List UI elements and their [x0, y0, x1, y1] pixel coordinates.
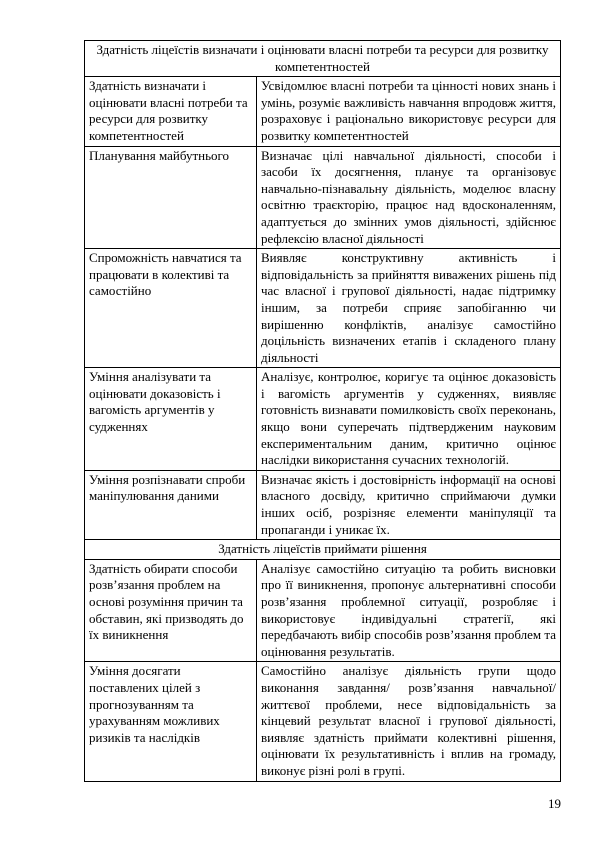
section-heading: Здатність ліцеїстів визначати і оцінювати власні потреби та ресурси для розвитку компетентностей	[85, 41, 561, 77]
page-number: 19	[548, 796, 561, 811]
skill-cell: Уміння досягати поставлених цілей з прогнозуванням та урахуванням можливих ризиків та наслідків	[85, 662, 257, 781]
skill-cell: Спроможність навчатися та працювати в колективі та самостійно	[85, 249, 257, 368]
section-heading-row	[85, 41, 561, 77]
description-cell: Самостійно аналізує діяльність групи щодо виконання завдання/ розв’язання навчальної/ життєвої проблеми, несе відповідальність за кінцевий результат власної і групової діяльності, виявляє здатність приймати колективні рішення, оцінювати їх результативність і вплив на громаду, виконує різні ролі в групі.	[257, 662, 561, 781]
skill-cell: Уміння розпізнавати спроби маніпулювання даними	[85, 470, 257, 539]
description-cell: Визначає якість і достовірність інформації на основі власного досвіду, критично сприймаючи думки інших осіб, розрізняє елементи маніпуляції та пропаганди і уникає їх.	[257, 470, 561, 539]
table-row	[85, 470, 561, 539]
skill-cell: Уміння аналізувати та оцінювати доказовість і вагомість аргументів у судженнях	[85, 368, 257, 471]
section-heading-row	[85, 540, 561, 560]
section-heading: Здатність ліцеїстів приймати рішення	[85, 540, 561, 560]
table-row	[85, 559, 561, 662]
description-cell: Усвідомлює власні потреби та цінності нових знань і умінь, розуміє важливість навчання впродовж життя, розраховує і раціонально використовує ресурси для розвитку компетентностей	[257, 77, 561, 146]
table-row	[85, 77, 561, 146]
table-row	[85, 368, 561, 471]
skill-cell: Здатність визначати і оцінювати власні потреби та ресурси для розвитку компетентностей	[85, 77, 257, 146]
description-cell: Визначає цілі навчальної діяльності, способи і засоби їх досягнення, планує та організовує навчально-пізнавальну діяльність, моделює власну освітню траєкторію, працює над вдосконаленням, адаптується до змінних умов діяльності, здійснює рефлексію власної діяльності	[257, 146, 561, 249]
table-row	[85, 662, 561, 781]
description-cell: Аналізує самостійно ситуацію та робить висновки про її виникнення, пропонує альтернативні способи розв’язання проблемної ситуації, розробляє і використовує індивідуальні стратегії, які передбачають вибір способів розв’язання проблем та оцінювання результатів.	[257, 559, 561, 662]
skill-cell: Здатність обирати способи розв’язання проблем на основі розуміння причин та обставин, які призводять до їх виникнення	[85, 559, 257, 662]
competency-table	[84, 40, 561, 782]
table-row	[85, 146, 561, 249]
skill-cell: Планування майбутнього	[85, 146, 257, 249]
description-cell: Аналізує, контролює, коригує та оцінює доказовість і вагомість аргументів у судженнях, виявляє готовність визнавати помилковість своїх переконань, якщо вони суперечать підтвердженим науковим експериментальним даним, критично оцінює наслідки використання сучасних технологій.	[257, 368, 561, 471]
table-row	[85, 249, 561, 368]
description-cell: Виявляє конструктивну активність і відповідальність за прийняття виважених рішень під час власної і групової діяльності, надає підтримку іншим, за потреби сприяє запобіганню чи вирішенню конфліктів, аналізує самостійно доцільність визначених етапів і складеного плану діяльності	[257, 249, 561, 368]
